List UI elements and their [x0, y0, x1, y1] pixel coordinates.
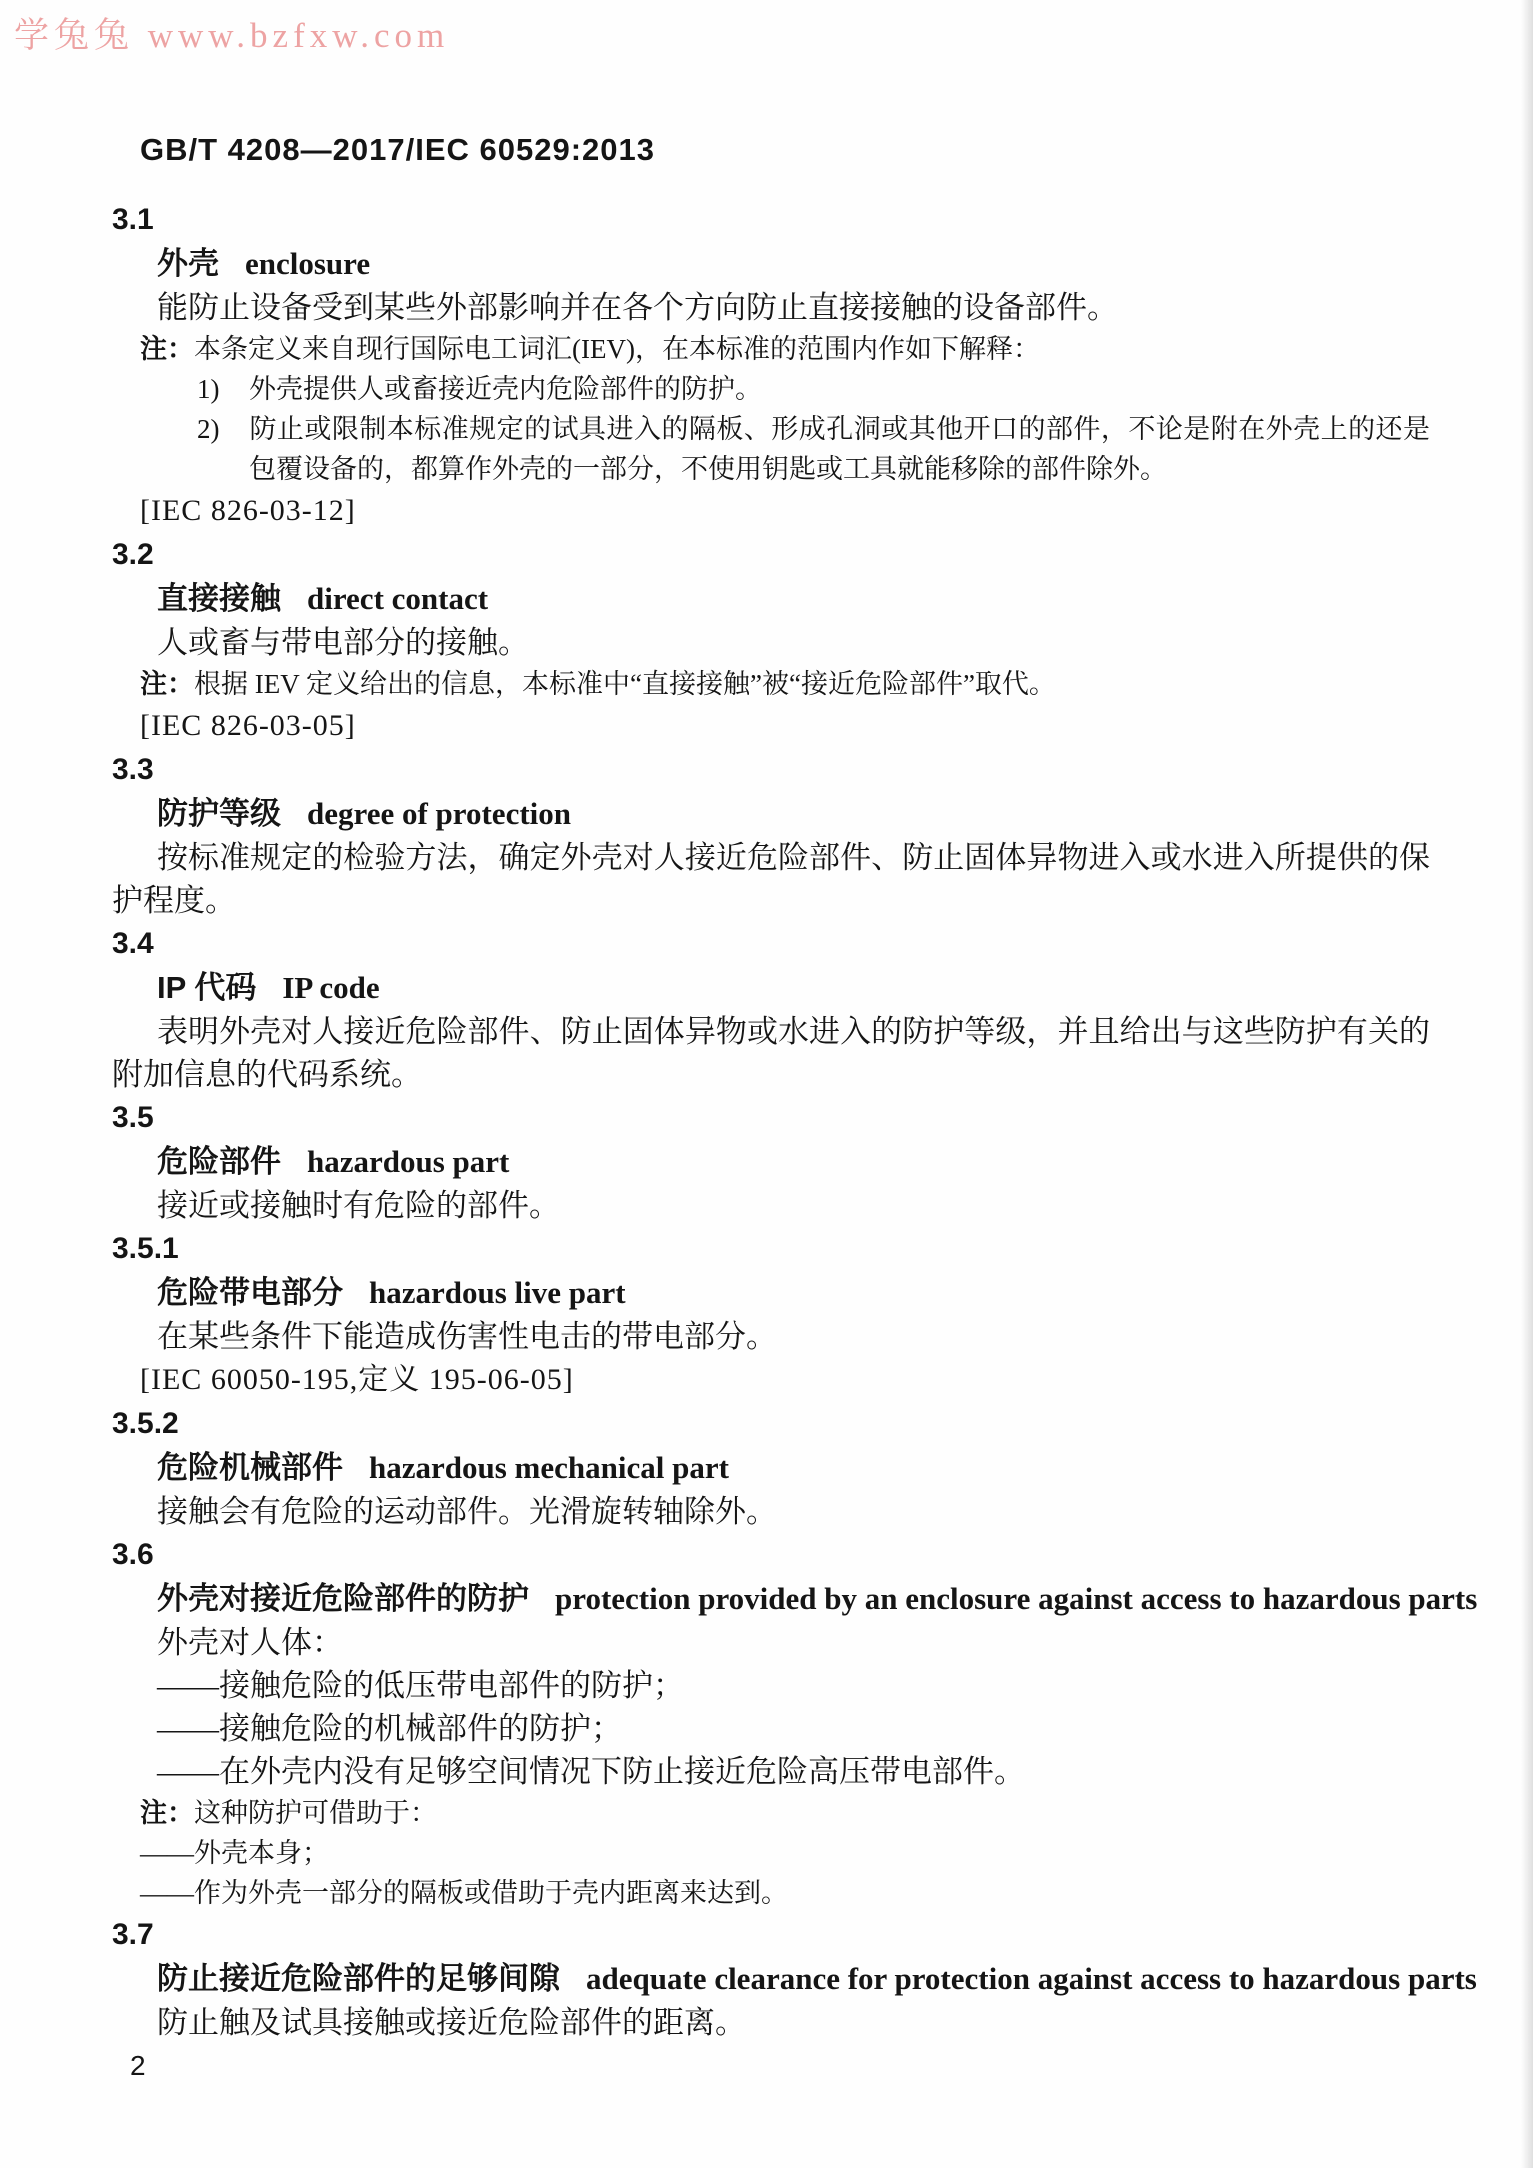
watermark: 学兔兔 www.bzfxw.com — [14, 16, 450, 55]
definition-3-5-1: 在某些条件下能造成伤害性电击的带电部分。 — [157, 1319, 777, 1354]
definition-3-1: 能防止设备受到某些外部影响并在各个方向防止直接接触的设备部件。 — [157, 290, 1118, 325]
list-text: 防止或限制本标准规定的试具进入的隔板、形成孔洞或其他开口的部件，不论是附在外壳上的还是包覆设备的，都算作外壳的一部分，不使用钥匙或工具就能移除的部件除外。 — [249, 414, 1430, 484]
standard-number-header: GB/T 4208—2017/IEC 60529:2013 — [140, 132, 655, 167]
note-dash-item-1: ——外壳本身； — [140, 1838, 329, 1868]
section-number-3-5: 3.5 — [112, 1101, 154, 1134]
definition-3-5-2: 接触会有危险的运动部件。光滑旋转轴除外。 — [157, 1494, 777, 1529]
page-number: 2 — [130, 2050, 146, 2081]
note-list-item-1 — [112, 369, 1430, 409]
term-en: enclosure — [245, 246, 371, 281]
term-en: adequate clearance for protection against access to hazardous parts — [586, 1961, 1477, 1996]
term-heading-3-5-2 — [112, 1445, 1430, 1490]
dash-item-1: ——接触危险的低压带电部件的防护； — [157, 1668, 684, 1703]
term-en: degree of protection — [307, 796, 571, 831]
section-number-3-5-1: 3.5.1 — [112, 1232, 179, 1265]
note-label: 注： — [140, 669, 194, 699]
term-cn: 危险部件 — [157, 1144, 281, 1179]
term-cn: 外壳 — [157, 246, 219, 281]
dash-item-3: ——在外壳内没有足够空间情况下防止接近危险高压带电部件。 — [157, 1754, 1025, 1789]
term-en: hazardous live part — [369, 1275, 626, 1310]
note-text: 根据 IEV 定义给出的信息，本标准中“直接接触”被“接近危险部件”取代。 — [194, 669, 1056, 699]
dash-item-2: ——接触危险的机械部件的防护； — [157, 1711, 622, 1746]
definition-3-4: 表明外壳对人接近危险部件、防止固体异物或水进入的防护等级，并且给出与这些防护有关的附加信息的代码系统。 — [112, 1014, 1430, 1092]
note-3-2 — [112, 664, 1430, 704]
section-number-3-4: 3.4 — [112, 927, 154, 960]
section-number-3-7: 3.7 — [112, 1918, 154, 1951]
section-number-3-2: 3.2 — [112, 538, 154, 571]
term-heading-3-2 — [112, 576, 1430, 621]
term-cn: 危险机械部件 — [157, 1450, 343, 1485]
note-dash-item-2: ——作为外壳一部分的隔板或借助于壳内距离来达到。 — [140, 1878, 788, 1908]
term-cn: 外壳对接近危险部件的防护 — [157, 1581, 529, 1616]
note-text: 这种防护可借助于： — [194, 1798, 437, 1828]
term-cn: 直接接触 — [157, 581, 281, 616]
term-heading-3-6 — [112, 1576, 1478, 1621]
list-number: 2) — [197, 414, 220, 444]
note-3-6 — [112, 1793, 1430, 1833]
definition-3-3: 按标准规定的检验方法，确定外壳对人接近危险部件、防止固体异物进入或水进入所提供的保护程度。 — [112, 840, 1430, 918]
section-number-3-1: 3.1 — [112, 203, 154, 236]
list-text: 外壳提供人或畜接近壳内危险部件的防护。 — [249, 374, 762, 404]
scan-edge-shadow — [1521, 0, 1533, 2168]
term-en: hazardous mechanical part — [369, 1450, 729, 1485]
definition-3-7: 防止触及试具接触或接近危险部件的距离。 — [157, 2005, 746, 2040]
term-cn: 防护等级 — [157, 796, 281, 831]
note-text: 本条定义来自现行国际电工词汇(IEV)，在本标准的范围内作如下解释： — [194, 334, 1040, 364]
definition-3-2: 人或畜与带电部分的接触。 — [157, 625, 529, 660]
note-list-item-2 — [112, 409, 1430, 489]
iec-reference-3-1: [IEC 826-03-12] — [140, 494, 356, 527]
section-number-3-5-2: 3.5.2 — [112, 1407, 179, 1440]
list-number: 1) — [197, 374, 220, 404]
term-heading-3-5-1 — [112, 1270, 1430, 1315]
term-cn: 危险带电部分 — [157, 1275, 343, 1310]
note-label: 注： — [140, 334, 194, 364]
term-en: protection provided by an enclosure against access to hazardous parts — [555, 1581, 1478, 1616]
iec-reference-3-5-1: [IEC 60050-195,定义 195-06-05] — [140, 1363, 574, 1396]
term-en: hazardous part — [307, 1144, 510, 1179]
term-cn: 防止接近危险部件的足够间隙 — [157, 1961, 560, 1996]
term-heading-3-5 — [112, 1139, 1430, 1184]
term-en: direct contact — [307, 581, 489, 616]
term-en: IP code — [282, 970, 380, 1005]
section-number-3-6: 3.6 — [112, 1538, 154, 1571]
note-label: 注： — [140, 1798, 194, 1828]
iec-reference-3-2: [IEC 826-03-05] — [140, 709, 356, 742]
note-3-1 — [112, 329, 1430, 369]
definition-intro-3-6: 外壳对人体： — [157, 1625, 343, 1660]
term-heading-3-3 — [112, 791, 1430, 836]
definition-3-5: 接近或接触时有危险的部件。 — [157, 1188, 560, 1223]
term-cn: IP 代码 — [157, 970, 257, 1005]
section-number-3-3: 3.3 — [112, 753, 154, 786]
document-content — [112, 198, 1478, 2086]
term-heading-3-7 — [112, 1956, 1477, 2001]
term-heading-3-4 — [112, 965, 1430, 1010]
term-heading-3-1 — [112, 241, 1430, 286]
